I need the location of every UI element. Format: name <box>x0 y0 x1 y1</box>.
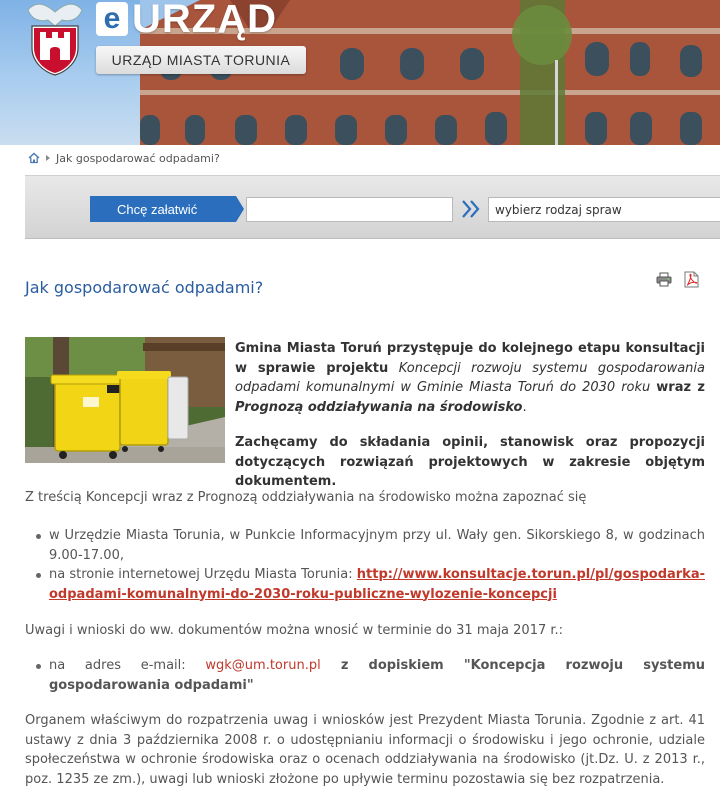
home-icon[interactable] <box>28 152 40 164</box>
breadcrumb-current: Jak gospodarować odpadami? <box>56 151 220 165</box>
waste-bins-photo <box>25 337 225 463</box>
access-list <box>25 526 705 604</box>
organ-paragraph: Organem właściwym do rozpatrzenia uwag i wniosków jest Prezydent Miasta Torunia. Zgodnie z art. 41 ustawy z dnia 3 października 2008 r. o udostępnianiu informacji o środowisku i jego ochronie, udziale społeczeństwa w ochronie środowiska oraz o ocenach oddziaływania na środowisko (jt.Dz. U. z 2013 r., poz. 1235 ze zm.), uwagi lub wnioski złożone po upływie terminu pozostawia się bez rozpatrzenia. <box>25 713 705 787</box>
city-plate[interactable]: URZĄD MIASTA TORUNIA <box>96 46 306 74</box>
logo-e: e <box>96 2 128 36</box>
list-item: na adres e-mail: wgk@um.torun.pl z dopiskiem "Koncepcja rozwoju systemu gospodarowania odpadami" <box>25 656 705 695</box>
torun-crest-logo <box>22 0 88 76</box>
service-search-bar <box>25 175 720 239</box>
service-query-input[interactable] <box>246 197 453 222</box>
intro-paragraph-2: Zachęcamy do składania opinii, stanowisk oraz propozycji dotyczących rozwiązań projektowych w zakresie objętym dokumentem. <box>235 435 705 489</box>
breadcrumb-separator-icon <box>46 155 50 161</box>
header-banner <box>0 0 720 145</box>
consultation-link[interactable]: http://www.konsultacje.torun.pl/pl/gospodarka-odpadami-komunalnymi-do-2030-roku-publiczne-wylozenie-koncepcji <box>49 567 705 602</box>
category-select[interactable]: wybierz rodzaj spraw <box>488 197 720 222</box>
access-intro-paragraph: Z treścią Koncepcji wraz z Prognozą oddziaływania na środowisko można zapoznać się <box>25 490 587 505</box>
list-item: na stronie internetowej Urzędu Miasta Torunia: http://www.konsultacje.torun.pl/pl/gospodarka-odpadami-komunalnymi-do-2030-roku-publiczne-wylozenie-koncepcji <box>25 565 705 604</box>
breadcrumb <box>28 150 220 166</box>
list-item: w Urzędzie Miasta Torunia, w Punkcie Informacyjnym przy ul. Wały gen. Sikorskiego 8, w godzinach 9.00-17.00, <box>25 526 705 565</box>
email-link[interactable]: wgk@um.torun.pl <box>205 658 321 673</box>
deadline-paragraph: Uwagi i wnioski do ww. dokumentów można wnosić w terminie do 31 maja 2017 r.: <box>25 623 564 638</box>
double-chevron-right-icon[interactable] <box>460 197 482 221</box>
printer-icon[interactable] <box>656 272 672 287</box>
logo-word: URZĄD <box>132 0 277 41</box>
want-to-do-tab[interactable]: Chcę załatwić <box>90 196 236 222</box>
eurzad-logo[interactable] <box>96 0 277 41</box>
email-list <box>25 656 705 695</box>
page-title: Jak gospodarować odpadami? <box>25 278 264 297</box>
pdf-icon[interactable] <box>684 271 699 288</box>
intro-paragraph-1: Gmina Miasta Toruń przystępuje do kolejnego etapu konsultacji w sprawie projektu Koncepcji rozwoju systemu gospodarowania odpadami komunalnymi w Gminie Miasta Toruń do 2030 roku wraz z Prognozą oddziaływania na środowisko. <box>235 341 706 415</box>
intro-text <box>235 339 705 492</box>
